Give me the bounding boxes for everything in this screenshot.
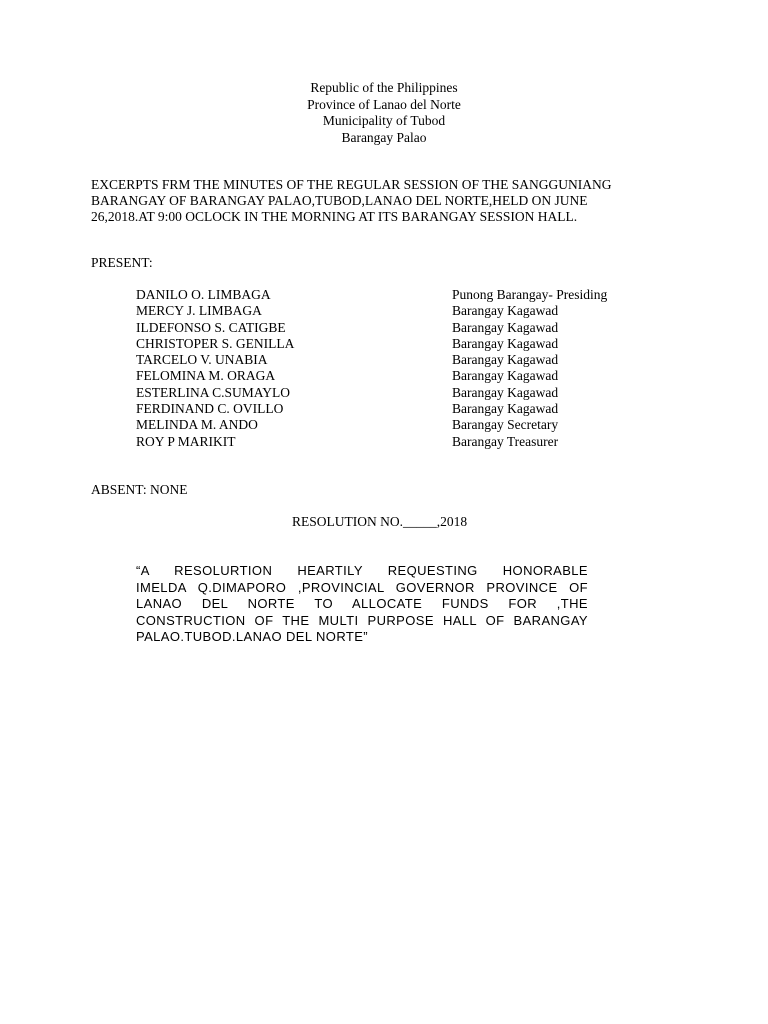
attendee-name: MERCY J. LIMBAGA [136,303,262,319]
attendee-position: Barangay Kagawad [452,368,559,384]
resolution-title-line: LANAO DEL NORTE TO ALLOCATE FUNDS FOR ,THE [136,596,588,611]
attendee-name: ESTERLINA C.SUMAYLO [136,384,291,400]
attendee-position: Barangay Secretary [452,417,559,433]
attendee-row [136,368,656,384]
attendee-row [136,417,656,433]
resolution-title-line: “A RESOLURTION HEARTILY REQUESTING HONORABLE [136,563,588,578]
attendee-position: Punong Barangay- Presiding [452,287,608,302]
excerpt-line: EXCERPTS FRM THE MINUTES OF THE REGULAR SESSION OF THE SANGGUNIANG [91,177,612,192]
attendee-name: TARCELO V. UNABIA [136,352,268,368]
excerpt-line: BARANGAY OF BARANGAY PALAO,TUBOD,LANAO DEL NORTE,HELD ON JUNE [91,193,588,208]
attendee-name: DANILO O. LIMBAGA [136,287,271,302]
resolution-number: RESOLUTION NO._____,2018 [292,514,468,529]
attendee-row [136,320,656,336]
attendee-position: Barangay Kagawad [452,401,559,417]
attendee-position: Barangay Kagawad [452,384,559,400]
header-barangay: Barangay Palao [341,129,427,145]
attendee-row [136,352,656,368]
attendee-position: Barangay Treasurer [452,433,559,449]
absent-line: ABSENT: NONE [91,482,188,497]
attendee-position: Barangay Kagawad [452,335,559,351]
attendee-name: FELOMINA M. ORAGA [136,368,276,384]
attendee-row [136,303,656,319]
header-republic: Republic of the Philippines [310,80,458,95]
attendee-row [136,336,656,352]
attendee-row [136,434,656,450]
resolution-title-line: PALAO.TUBOD.LANAO DEL NORTE” [136,629,369,644]
present-label: PRESENT: [91,255,153,270]
header-province: Province of Lanao del Norte [307,96,461,112]
header-municipality: Municipality of Tubod [322,113,446,128]
attendee-name: MELINDA M. ANDO [136,417,258,433]
excerpt-line: 26,2018.AT 9:00 OCLOCK IN THE MORNING AT ITS BARANGAY SESSION HALL. [91,209,578,224]
attendee-row [136,401,656,417]
attendee-name: ROY P MARIKIT [136,433,236,449]
minutes-excerpt [91,177,691,225]
attendee-name: ILDEFONSO S. CATIGBE [136,319,286,335]
resolution-title-line: CONSTRUCTION OF THE MULTI PURPOSE HALL OF BARANGAY [136,612,588,628]
attendee-row [136,385,656,401]
resolution-title [136,563,588,646]
attendee-position: Barangay Kagawad [452,319,559,335]
document-header [0,80,768,146]
attendee-list [136,287,656,450]
attendee-row [136,287,656,303]
resolution-title-line: IMELDA Q.DIMAPORO ,PROVINCIAL GOVERNOR PROVINCE OF [136,579,588,595]
attendee-name: FERDINAND C. OVILLO [136,401,284,417]
attendee-name: CHRISTOPER S. GENILLA [136,335,295,351]
attendee-position: Barangay Kagawad [452,303,559,319]
attendee-position: Barangay Kagawad [452,352,559,368]
